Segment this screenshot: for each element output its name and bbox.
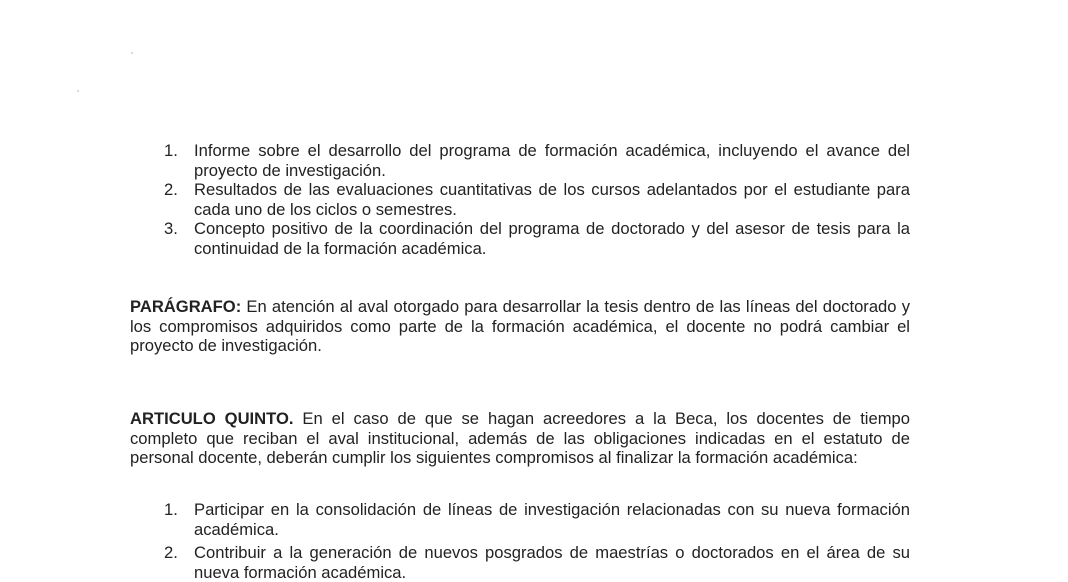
scan-speck [77, 90, 79, 92]
list-item-number: 1. [164, 141, 178, 160]
list-item-text: Resultados de las evaluaciones cuantitativas de los cursos adelantados por el estudiante para cada uno de los ciclos o semestres. [194, 180, 910, 219]
commitments-list [130, 500, 910, 582]
scan-speck [131, 52, 133, 54]
list-item-text: Contribuir a la generación de nuevos posgrados de maestrías o doctorados en el área de su nueva formación académica. [194, 543, 910, 582]
paragrafo-paragraph [130, 297, 910, 356]
requirements-list [130, 141, 910, 258]
list-item-text: Concepto positivo de la coordinación del programa de doctorado y del asesor de tesis para la continuidad de la formación académica. [194, 219, 910, 258]
paragrafo-label: PARÁGRAFO: [130, 297, 242, 316]
list-item-number: 1. [164, 500, 178, 519]
articulo-quinto-paragraph [130, 409, 910, 468]
list-item-number: 3. [164, 219, 178, 238]
list-item-number: 2. [164, 180, 178, 199]
list-item [130, 219, 910, 258]
list-item [130, 543, 910, 582]
list-item [130, 180, 910, 219]
list-item-text: Participar en la consolidación de líneas de investigación relacionadas con su nueva formación académica. [194, 500, 910, 539]
articulo-quinto-label: ARTICULO QUINTO. [130, 409, 294, 428]
list-item-text: Informe sobre el desarrollo del programa de formación académica, incluyendo el avance del proyecto de investigación. [194, 141, 910, 180]
list-item-number: 2. [164, 543, 178, 562]
paragrafo-text: En atención al aval otorgado para desarrollar la tesis dentro de las líneas del doctorado y los compromisos adquiridos como parte de la formación académica, el docente no podrá cambiar el proyecto de investigación. [130, 297, 910, 355]
articulo-quinto-text: En el caso de que se hagan acreedores a la Beca, los docentes de tiempo completo que reciban el aval institucional, además de las obligaciones indicadas en el estatuto de personal docente, deberán cumplir los siguientes compromisos al finalizar la formación académica: [130, 409, 910, 467]
list-item [130, 500, 910, 539]
list-item [130, 141, 910, 180]
